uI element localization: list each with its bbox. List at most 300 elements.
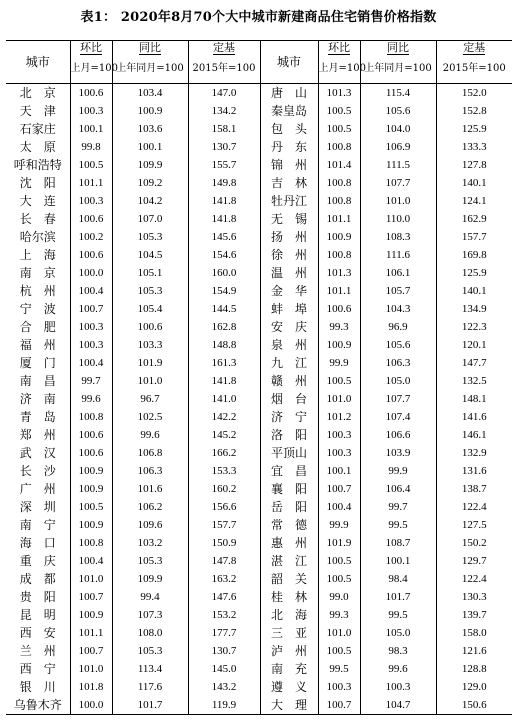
cell-base-left: 134.2 [188,102,260,120]
cell-city-left: 郑 州 [6,426,70,444]
cell-base-left: 160.0 [188,264,260,282]
cell-mom-right: 99.0 [318,588,360,606]
header-yoy-right: 同比 [360,41,436,56]
cell-base-right: 130.3 [461,591,487,603]
cell-yoy-left: 109.9 [112,570,188,588]
table-row [6,84,512,103]
cell-yoy-left: 103.6 [112,120,188,138]
table-row [6,516,512,534]
cell-yoy-left: 105.3 [112,552,188,570]
cell-mom-left: 100.0 [70,696,112,715]
cell-yoy-right: 107.7 [360,174,436,192]
cell-mom-left: 100.6 [70,210,112,228]
cell-base-left: 160.2 [188,480,260,498]
table-row [6,354,512,372]
cell-city-left: 青 岛 [6,408,70,426]
cell-mom-right: 100.3 [318,444,360,462]
cell-mom-left: 100.6 [70,426,112,444]
cell-base-right: 120.1 [461,339,487,351]
cell-mom-left: 100.9 [70,606,112,624]
cell-yoy-left: 99.6 [112,426,188,444]
cell-yoy-left: 106.2 [112,498,188,516]
cell-city-right: 九 江 [260,354,318,372]
table-row [6,426,512,444]
cell-base-left: 158.1 [188,120,260,138]
cell-yoy-left: 105.1 [112,264,188,282]
cell-mom-left: 100.4 [70,552,112,570]
cell-mom-left: 101.8 [70,678,112,696]
cell-yoy-left: 100.1 [112,138,188,156]
cell-city-right: 桂 林 [260,588,318,606]
cell-mom-right: 100.7 [318,696,360,715]
cell-city-left: 昆 明 [6,606,70,624]
cell-city-right: 惠 州 [260,534,318,552]
cell-mom-left: 100.3 [70,102,112,120]
table-row [6,138,512,156]
table-row [6,660,512,678]
table-row [6,282,512,300]
table-row [6,624,512,642]
cell-base-right: 122.4 [461,573,487,585]
cell-city-left: 海 口 [6,534,70,552]
cell-mom-right: 101.0 [318,390,360,408]
cell-city-right: 吉 林 [260,174,318,192]
cell-mom-right: 100.5 [318,102,360,120]
cell-base-left: 157.7 [188,516,260,534]
header-row-2 [6,55,512,84]
cell-city-left: 石家庄 [6,120,70,138]
cell-mom-left: 99.7 [70,372,112,390]
cell-city-left: 上 海 [6,246,70,264]
cell-base-left: 156.6 [188,498,260,516]
cell-yoy-left: 109.2 [112,174,188,192]
cell-city-left: 南 宁 [6,516,70,534]
header-mom-right: 环比 [318,41,360,56]
cell-city-left: 西 安 [6,624,70,642]
cell-mom-left: 100.8 [70,534,112,552]
cell-yoy-right: 104.0 [360,120,436,138]
cell-mom-right: 100.8 [318,192,360,210]
cell-base-left: 145.2 [188,426,260,444]
cell-city-left: 宁 波 [6,300,70,318]
cell-yoy-right: 105.6 [360,336,436,354]
cell-yoy-left: 101.0 [112,372,188,390]
cell-base-right: 122.3 [461,321,487,333]
cell-yoy-left: 105.3 [112,282,188,300]
cell-mom-left: 99.6 [70,390,112,408]
cell-base-right: 122.4 [461,501,487,513]
cell-base-right: 140.1 [461,177,487,189]
cell-mom-left: 100.9 [70,480,112,498]
cell-mom-right: 99.5 [318,660,360,678]
cell-city-left: 南 京 [6,264,70,282]
table-row [6,300,512,318]
cell-mom-right: 99.9 [318,354,360,372]
cell-city-right: 包 头 [260,120,318,138]
cell-city-left: 呼和浩特 [6,156,70,174]
header-base-sub-left: 2015年=100 [188,55,260,84]
cell-yoy-left: 102.5 [112,408,188,426]
cell-base-left: 162.8 [188,318,260,336]
cell-base-right: 134.9 [461,303,487,315]
cell-city-right: 锦 州 [260,156,318,174]
cell-city-right: 赣 州 [260,372,318,390]
cell-yoy-left: 106.3 [112,462,188,480]
cell-city-left: 深 圳 [6,498,70,516]
header-mom-sub-right: 上月=100 [318,55,360,84]
cell-mom-left: 100.4 [70,282,112,300]
cell-yoy-left: 105.4 [112,300,188,318]
cell-yoy-left: 103.3 [112,336,188,354]
cell-yoy-right: 106.9 [360,138,436,156]
cell-city-right: 湛 江 [260,552,318,570]
cell-city-left: 西 宁 [6,660,70,678]
cell-city-left: 天 津 [6,102,70,120]
cell-mom-right: 99.3 [318,606,360,624]
cell-yoy-right: 110.0 [360,210,436,228]
cell-city-left: 合 肥 [6,318,70,336]
cell-mom-left: 100.7 [70,300,112,318]
cell-yoy-right: 99.5 [360,606,436,624]
cell-mom-left: 100.2 [70,228,112,246]
cell-base-left: 130.7 [188,642,260,660]
table-row [6,228,512,246]
cell-yoy-right: 108.7 [360,534,436,552]
cell-base-right: 128.8 [461,663,487,675]
table-row [6,120,512,138]
cell-base-right: 150.6 [461,699,487,711]
cell-base-right: 133.3 [461,141,487,153]
cell-base-left: 177.7 [188,624,260,642]
cell-base-left: 130.7 [188,138,260,156]
header-city-left: 城市 [6,41,70,84]
cell-base-left: 166.2 [188,444,260,462]
cell-mom-right: 100.7 [318,480,360,498]
cell-base-left: 155.7 [188,156,260,174]
cell-city-right: 南 充 [260,660,318,678]
cell-yoy-left: 101.7 [112,696,188,715]
cell-city-right: 金 华 [260,282,318,300]
cell-base-left: 154.6 [188,246,260,264]
cell-base-right: 131.6 [461,465,487,477]
cell-city-right: 宜 昌 [260,462,318,480]
cell-yoy-right: 108.3 [360,228,436,246]
cell-base-right: 129.7 [461,555,487,567]
header-yoy-sub-left: 上年同月=100 [112,55,188,84]
cell-city-left: 长 春 [6,210,70,228]
cell-yoy-right: 98.3 [360,642,436,660]
cell-mom-right: 100.1 [318,462,360,480]
cell-base-right: 141.6 [461,411,487,423]
cell-yoy-left: 113.4 [112,660,188,678]
cell-city-right: 徐 州 [260,246,318,264]
cell-mom-left: 100.3 [70,318,112,336]
cell-city-right: 丹 东 [260,138,318,156]
table-row [6,390,512,408]
cell-city-right: 韶 关 [260,570,318,588]
cell-yoy-right: 105.0 [360,372,436,390]
cell-mom-left: 101.1 [70,174,112,192]
cell-mom-right: 99.3 [318,318,360,336]
cell-city-right: 安 庆 [260,318,318,336]
cell-mom-right: 100.8 [318,174,360,192]
price-index-table [6,40,512,715]
cell-yoy-right: 99.5 [360,516,436,534]
cell-mom-right: 100.5 [318,552,360,570]
cell-yoy-left: 105.3 [112,642,188,660]
cell-city-right: 泸 州 [260,642,318,660]
cell-mom-right: 100.5 [318,642,360,660]
cell-city-left: 广 州 [6,480,70,498]
cell-city-right: 北 海 [260,606,318,624]
cell-yoy-left: 105.3 [112,228,188,246]
cell-yoy-right: 101.0 [360,192,436,210]
cell-city-left: 福 州 [6,336,70,354]
cell-city-right: 襄 阳 [260,480,318,498]
cell-mom-right: 100.5 [318,120,360,138]
cell-yoy-left: 99.4 [112,588,188,606]
cell-yoy-right: 106.3 [360,354,436,372]
cell-base-right: 162.9 [461,213,487,225]
cell-base-left: 163.2 [188,570,260,588]
cell-yoy-right: 100.1 [360,552,436,570]
table-row [6,678,512,696]
cell-base-left: 161.3 [188,354,260,372]
table-row [6,246,512,264]
cell-base-right: 148.1 [461,393,487,405]
table-row [6,318,512,336]
cell-city-right: 大 理 [260,696,318,715]
cell-city-right: 济 宁 [260,408,318,426]
cell-mom-left: 100.6 [70,246,112,264]
table-row [6,336,512,354]
header-base-right: 定基 [463,41,486,54]
cell-mom-right: 99.9 [318,516,360,534]
table-row [6,408,512,426]
cell-city-left: 重 庆 [6,552,70,570]
cell-city-left: 银 川 [6,678,70,696]
cell-yoy-left: 101.6 [112,480,188,498]
table-row [6,498,512,516]
table-row [6,102,512,120]
header-base-left: 定基 [188,41,260,56]
cell-city-left: 大 连 [6,192,70,210]
cell-city-left: 长 沙 [6,462,70,480]
cell-city-right: 唐 山 [260,84,318,103]
cell-mom-right: 100.5 [318,570,360,588]
cell-yoy-right: 111.6 [360,246,436,264]
cell-yoy-left: 104.2 [112,192,188,210]
cell-base-left: 154.9 [188,282,260,300]
cell-mom-left: 100.9 [70,516,112,534]
cell-base-right: 138.7 [461,483,487,495]
table-row [6,480,512,498]
header-row-1 [6,41,512,56]
cell-mom-left: 100.6 [70,444,112,462]
cell-base-left: 119.9 [188,696,260,715]
cell-mom-right: 100.4 [318,498,360,516]
cell-yoy-left: 109.9 [112,156,188,174]
cell-yoy-right: 106.4 [360,480,436,498]
cell-mom-left: 100.1 [70,120,112,138]
cell-base-right: 152.8 [461,105,487,117]
cell-mom-left: 100.3 [70,336,112,354]
cell-base-left: 141.0 [188,390,260,408]
cell-mom-right: 101.3 [318,84,360,103]
cell-base-left: 148.8 [188,336,260,354]
cell-base-right: 140.1 [461,285,487,297]
cell-base-left: 145.0 [188,660,260,678]
header-mom-sub-left: 上月=100 [70,55,112,84]
cell-city-right: 蚌 埠 [260,300,318,318]
cell-base-right: 147.7 [461,357,487,369]
cell-city-left: 乌鲁木齐 [6,696,70,715]
cell-base-right: 129.0 [461,681,487,693]
cell-base-left: 141.8 [188,210,260,228]
table-row [6,462,512,480]
cell-yoy-left: 117.6 [112,678,188,696]
table-row [6,552,512,570]
cell-mom-right: 101.1 [318,210,360,228]
cell-yoy-left: 107.0 [112,210,188,228]
cell-city-right: 扬 州 [260,228,318,246]
cell-city-right: 泉 州 [260,336,318,354]
table-row [6,534,512,552]
cell-base-right: 125.9 [461,267,487,279]
table-row [6,570,512,588]
header-city-right: 城市 [260,41,318,84]
header-yoy-left: 同比 [112,41,188,56]
cell-base-right: 150.2 [461,537,487,549]
cell-yoy-left: 103.4 [112,84,188,103]
cell-city-left: 杭 州 [6,282,70,300]
cell-city-right: 遵 义 [260,678,318,696]
cell-mom-left: 100.7 [70,588,112,606]
cell-base-right: 132.5 [461,375,487,387]
cell-yoy-right: 99.7 [360,498,436,516]
cell-city-left: 厦 门 [6,354,70,372]
cell-mom-right: 100.8 [318,246,360,264]
cell-base-right: 125.9 [461,123,487,135]
cell-yoy-left: 101.9 [112,354,188,372]
cell-yoy-left: 107.3 [112,606,188,624]
cell-base-right: 152.0 [461,87,487,99]
cell-base-left: 147.8 [188,552,260,570]
cell-yoy-right: 115.4 [360,84,436,103]
cell-yoy-left: 103.2 [112,534,188,552]
table-row [6,444,512,462]
cell-base-left: 150.9 [188,534,260,552]
table-row [6,372,512,390]
cell-base-right: 146.1 [461,429,487,441]
table-row [6,642,512,660]
cell-city-left: 沈 阳 [6,174,70,192]
cell-base-right: 139.7 [461,609,487,621]
cell-city-right: 无 锡 [260,210,318,228]
cell-yoy-right: 104.7 [360,696,436,715]
cell-base-right: 127.5 [461,519,487,531]
cell-base-left: 147.0 [188,84,260,103]
cell-mom-left: 100.9 [70,462,112,480]
cell-mom-right: 100.9 [318,336,360,354]
cell-yoy-right: 104.3 [360,300,436,318]
cell-base-left: 143.2 [188,678,260,696]
cell-city-left: 太 原 [6,138,70,156]
cell-base-right: 127.8 [461,159,487,171]
cell-yoy-left: 100.6 [112,318,188,336]
table-row [6,210,512,228]
cell-yoy-right: 98.4 [360,570,436,588]
cell-mom-left: 101.0 [70,660,112,678]
cell-city-right: 温 州 [260,264,318,282]
table-row [6,174,512,192]
cell-city-left: 北 京 [6,84,70,103]
cell-base-left: 141.8 [188,372,260,390]
cell-mom-right: 101.1 [318,282,360,300]
cell-base-left: 141.8 [188,192,260,210]
cell-mom-left: 100.6 [70,84,112,103]
cell-mom-right: 101.3 [318,264,360,282]
cell-base-left: 147.6 [188,588,260,606]
cell-base-left: 144.5 [188,300,260,318]
cell-base-right: 121.6 [461,645,487,657]
cell-city-left: 兰 州 [6,642,70,660]
cell-mom-right: 101.4 [318,156,360,174]
cell-mom-left: 100.0 [70,264,112,282]
cell-city-left: 成 都 [6,570,70,588]
cell-city-left: 贵 阳 [6,588,70,606]
cell-yoy-right: 100.3 [360,678,436,696]
cell-yoy-right: 103.9 [360,444,436,462]
cell-city-right: 秦皇岛 [260,102,318,120]
cell-mom-left: 100.7 [70,642,112,660]
table-row [6,192,512,210]
cell-base-right: 169.8 [461,249,487,261]
table-title: 表1： 2020年8月70个大中城市新建商品住宅销售价格指数 [80,10,437,25]
cell-city-right: 洛 阳 [260,426,318,444]
cell-yoy-right: 106.6 [360,426,436,444]
cell-yoy-right: 105.6 [360,102,436,120]
cell-city-left: 济 南 [6,390,70,408]
cell-mom-right: 101.2 [318,408,360,426]
cell-mom-right: 100.3 [318,426,360,444]
table-row [6,588,512,606]
cell-mom-right: 100.5 [318,372,360,390]
header-yoy-sub-right: 上年同月=100 [360,55,436,84]
cell-mom-right: 101.0 [318,624,360,642]
cell-mom-left: 100.4 [70,354,112,372]
cell-yoy-left: 100.9 [112,102,188,120]
cell-yoy-left: 96.7 [112,390,188,408]
cell-mom-left: 100.3 [70,192,112,210]
cell-city-left: 武 汉 [6,444,70,462]
cell-base-left: 153.2 [188,606,260,624]
cell-base-left: 145.6 [188,228,260,246]
cell-yoy-left: 104.5 [112,246,188,264]
cell-yoy-right: 107.4 [360,408,436,426]
table-row [6,264,512,282]
cell-base-left: 142.2 [188,408,260,426]
cell-city-right: 牡丹江 [260,192,318,210]
cell-mom-right: 100.6 [318,300,360,318]
table-row [6,696,512,715]
cell-city-right: 常 德 [260,516,318,534]
cell-city-left: 南 昌 [6,372,70,390]
cell-mom-right: 100.8 [318,138,360,156]
cell-yoy-right: 105.7 [360,282,436,300]
cell-yoy-right: 99.9 [360,462,436,480]
cell-base-right: 157.7 [461,231,487,243]
